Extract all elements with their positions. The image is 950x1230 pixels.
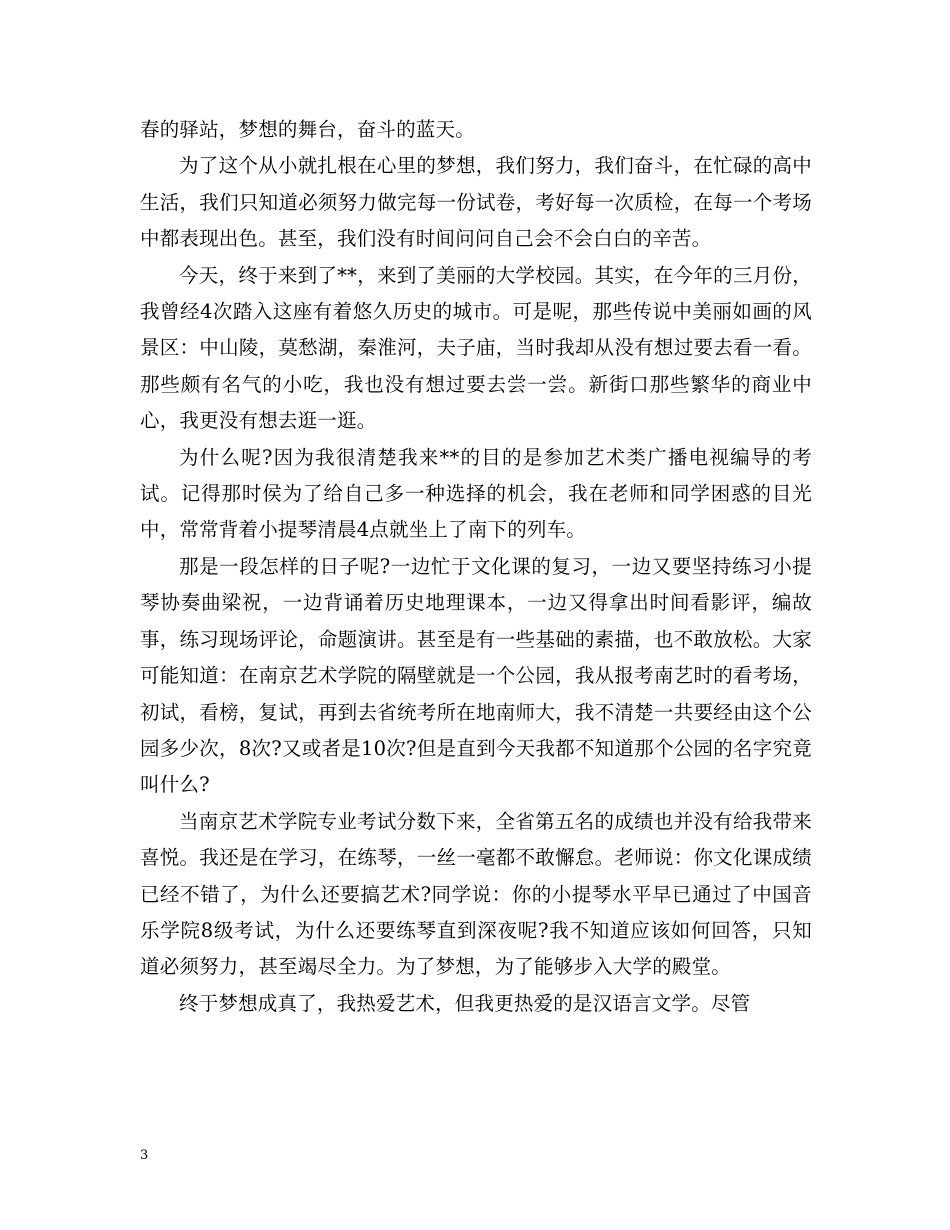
paragraph-4: 那是一段怎样的日子呢?一边忙于文化课的复习，一边又要坚持练习小提琴协奏曲梁祝，一边背诵着历史地理课本，一边又得拿出时间看影评，编故事，练习现场评论，命题演讲。甚至是有一些基础的素描，也不敢放松。大家可能知道：在南京艺术学院的隔壁就是一个公园，我从报考南艺时的看考场，初试，看榜，复试，再到去省统考所在地南师大，我不清楚一共要经由这个公园多少次，8次?又或者是10次?但是直到今天我都不知道那个公园的名字究竟叫什么? xyxy=(140,554,812,797)
body-text xyxy=(140,112,812,1022)
paragraph-1: 为了这个从小就扎根在心里的梦想，我们努力，我们奋斗，在忙碌的高中生活，我们只知道必须努力做完每一份试卷，考好每一次质检，在每一个考场中都表现出色。甚至，我们没有时间问问自己会不会白白的辛苦。 xyxy=(140,154,812,251)
page-number: 3 xyxy=(140,1148,149,1163)
paragraph-continuation: 春的驿站，梦想的舞台，奋斗的蓝天。 xyxy=(140,118,475,141)
paragraph-5: 当南京艺术学院专业考试分数下来，全省第五名的成绩也并没有给我带来喜悦。我还是在学习，在练琴，一丝一毫都不敢懈怠。老师说：你文化课成绩已经不错了，为什么还要搞艺术?同学说：你的小提琴水平早已通过了中国音乐学院8级考试，为什么还要练琴直到深夜呢?我不知道应该如何回答，只知道必须努力，甚至竭尽全力。为了梦想，为了能够步入大学的殿堂。 xyxy=(140,809,812,979)
paragraph-6: 终于梦想成真了，我热爱艺术，但我更热爱的是汉语言文学。尽管 xyxy=(179,991,751,1015)
paragraph-2: 今天，终于来到了**，来到了美丽的大学校园。其实，在今年的三月份，我曾经4次踏入这座有着悠久历史的城市。可是呢，那些传说中美丽如画的风景区：中山陵，莫愁湖，秦淮河，夫子庙，当时我却从没有想过要去看一看。那些颇有名气的小吃，我也没有想过要去尝一尝。新街口那些繁华的商业中心，我更没有想去逛一逛。 xyxy=(140,263,812,433)
paragraph-3: 为什么呢?因为我很清楚我来**的目的是参加艺术类广播电视编导的考试。记得那时侯为了给自己多一种选择的机会，我在老师和同学困惑的目光中，常常背着小提琴清晨4点就坐上了南下的列车。 xyxy=(140,445,812,542)
